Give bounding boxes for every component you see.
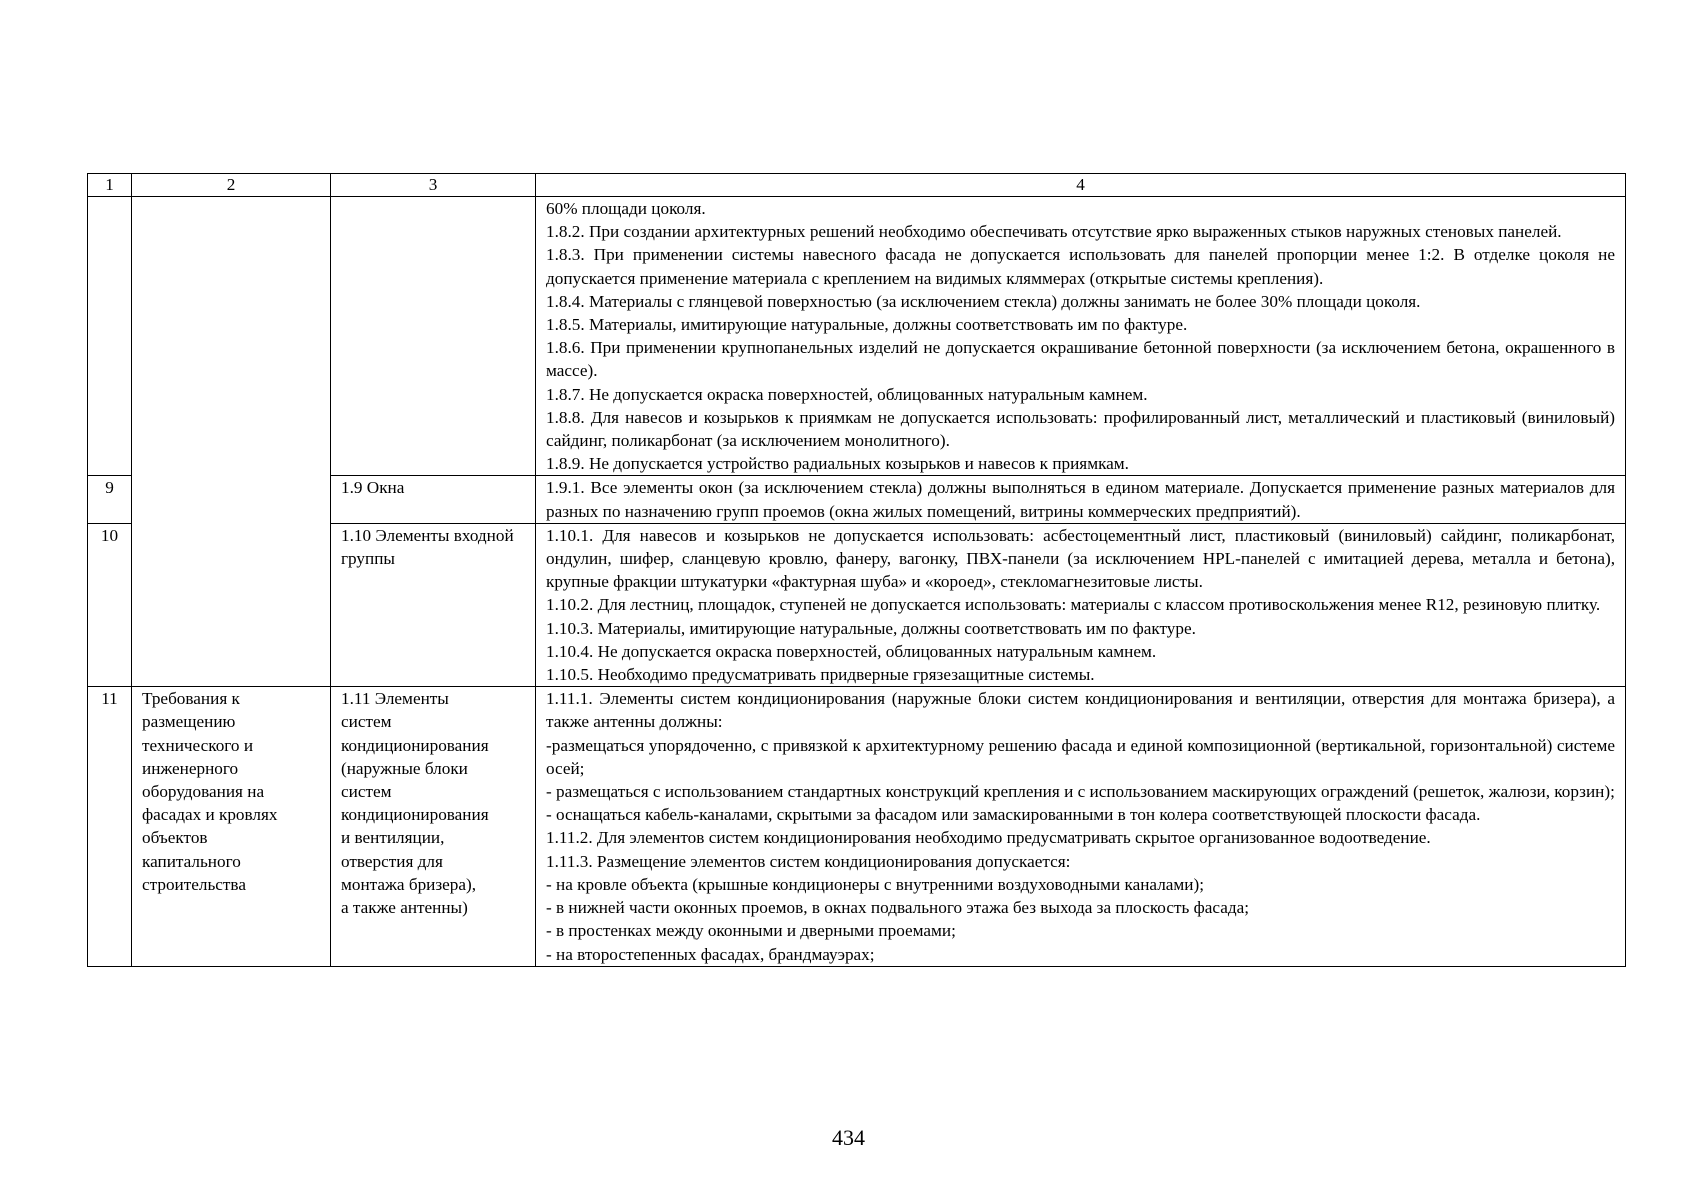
requirement-line: 1.8.9. Не допускается устройство радиальных козырьков и навесов к приямкам. — [546, 454, 1129, 474]
header-col-2: 2 — [132, 174, 331, 197]
requirement-line: 1.11.3. Размещение элементов систем кондиционирования допускается: — [546, 851, 1071, 871]
row-number: 9 — [88, 476, 132, 523]
table-row — [88, 687, 1626, 966]
requirement-line: -размещаться упорядоченно, с привязкой к архитектурному решению фасада и единой композиционной (вертикальной, горизонтальной) системе осей; — [546, 735, 1615, 778]
row-element: 1.11 Элементы систем кондиционирования (наружные блоки систем кондиционирования и вентиляции, отверстия для монтажа бризера), а также антенны) — [331, 687, 536, 966]
regulations-table — [87, 173, 1626, 967]
requirement-line: 1.8.6. При применении крупнопанельных изделий не допускается окрашивание бетонной поверхности (за исключением бетона, окрашенного в массе). — [546, 338, 1615, 381]
requirement-line: 1.10.1. Для навесов и козырьков не допускается использовать: асбестоцементный лист, пластиковый (виниловый) сайдинг, поликарбонат, ондулин, шифер, сланцевую кровлю, фанеру, вагонку, ПВХ-панели (за исключением HPL-панелей с имитацией дерева, металла и бетона), крупные фракции штукатурки «фактурная шуба» и «короед», стекломагнезитовые листы. — [546, 525, 1615, 592]
requirement-line: 1.11.2. Для элементов систем кондиционирования необходимо предусматривать скрытое организованное водоотведение. — [546, 828, 1431, 848]
requirement-line: 60% площади цоколя. — [546, 199, 706, 218]
requirement-line: 1.8.2. При создании архитектурных решений необходимо обеспечивать отсутствие ярко выраженных стыков наружных стеновых панелей. — [546, 222, 1562, 242]
table-header-row — [88, 174, 1626, 197]
requirement-line: - в нижней части оконных проемов, в окнах подвального этажа без выхода за плоскость фасада; — [546, 898, 1249, 918]
row-category: Требования к размещению технического и инженерного оборудования на фасадах и кровлях объектов капитального строительства — [132, 687, 331, 966]
requirement-line: 1.8.7. Не допускается окраска поверхностей, облицованных натуральным камнем. — [546, 384, 1148, 404]
table-row — [88, 197, 1626, 476]
requirement-line: 1.8.8. Для навесов и козырьков к приямкам не допускается использовать: профилированный лист, металлический и пластиковый (виниловый) сайдинг, поликарбонат (за исключением монолитного). — [546, 407, 1615, 451]
requirement-line: 1.8.4. Материалы с глянцевой поверхностью (за исключением стекла) должны занимать не более 30% площади цоколя. — [546, 291, 1421, 311]
row-element — [331, 197, 536, 476]
header-col-1: 1 — [88, 174, 132, 197]
row-element: 1.9 Окна — [331, 476, 536, 523]
header-col-4: 4 — [536, 174, 1626, 197]
row-requirements — [536, 476, 1626, 523]
row-requirements — [536, 687, 1626, 966]
requirement-line: 1.11.1. Элементы систем кондиционирования (наружные блоки систем кондиционирования и вентиляции, отверстия для монтажа бризера), а также антенны должны: — [546, 689, 1615, 732]
row-element: 1.10 Элементы входной группы — [331, 523, 536, 686]
requirement-line: - размещаться с использованием стандартных конструкций крепления и с использованием маскирующих ограждений (решеток, жалюзи, корзин); — [546, 782, 1615, 802]
row-requirements — [536, 523, 1626, 686]
row-number: 10 — [88, 523, 132, 686]
requirement-line: - на второстепенных фасадах, брандмауэрах; — [546, 944, 875, 964]
requirement-line: 1.10.2. Для лестниц, площадок, ступеней не допускается использовать: материалы с классом противоскольжения менее R12, резиновую плитку. — [546, 595, 1601, 615]
requirement-line: 1.8.3. При применении системы навесного фасада не допускается использовать для панелей пропорции менее 1:2. В отделке цоколя не допускается применение материала с креплением на видимых кляммерах (открытые системы крепления). — [546, 245, 1615, 288]
requirement-line: 1.10.5. Необходимо предусматривать придверные грязезащитные системы. — [546, 665, 1095, 685]
requirement-line: - на кровле объекта (крышные кондиционеры с внутренними воздуховодными каналами); — [546, 874, 1204, 894]
requirement-line: - в простенках между оконными и дверными проемами; — [546, 921, 956, 941]
row-category — [132, 197, 331, 687]
requirement-line: 1.10.4. Не допускается окраска поверхностей, облицованных натуральным камнем. — [546, 641, 1157, 661]
requirement-line: 1.8.5. Материалы, имитирующие натуральные, должны соответствовать им по фактуре. — [546, 315, 1188, 335]
requirement-line: - оснащаться кабель-каналами, скрытыми за фасадом или замаскированными в тон колера соответствующей плоскости фасада. — [546, 805, 1481, 825]
row-number: 11 — [88, 687, 132, 966]
requirement-line: 1.10.3. Материалы, имитирующие натуральные, должны соответствовать им по фактуре. — [546, 618, 1196, 638]
header-col-3: 3 — [331, 174, 536, 197]
row-number — [88, 197, 132, 476]
requirement-line: 1.9.1. Все элементы окон (за исключением стекла) должны выполняться в едином материале. Допускается применение разных материалов для разных по назначению групп проемов (окна жилых помещений, витрины коммерческих предприятий). — [546, 478, 1615, 521]
row-requirements — [536, 197, 1626, 476]
page-number: 434 — [832, 1125, 865, 1150]
